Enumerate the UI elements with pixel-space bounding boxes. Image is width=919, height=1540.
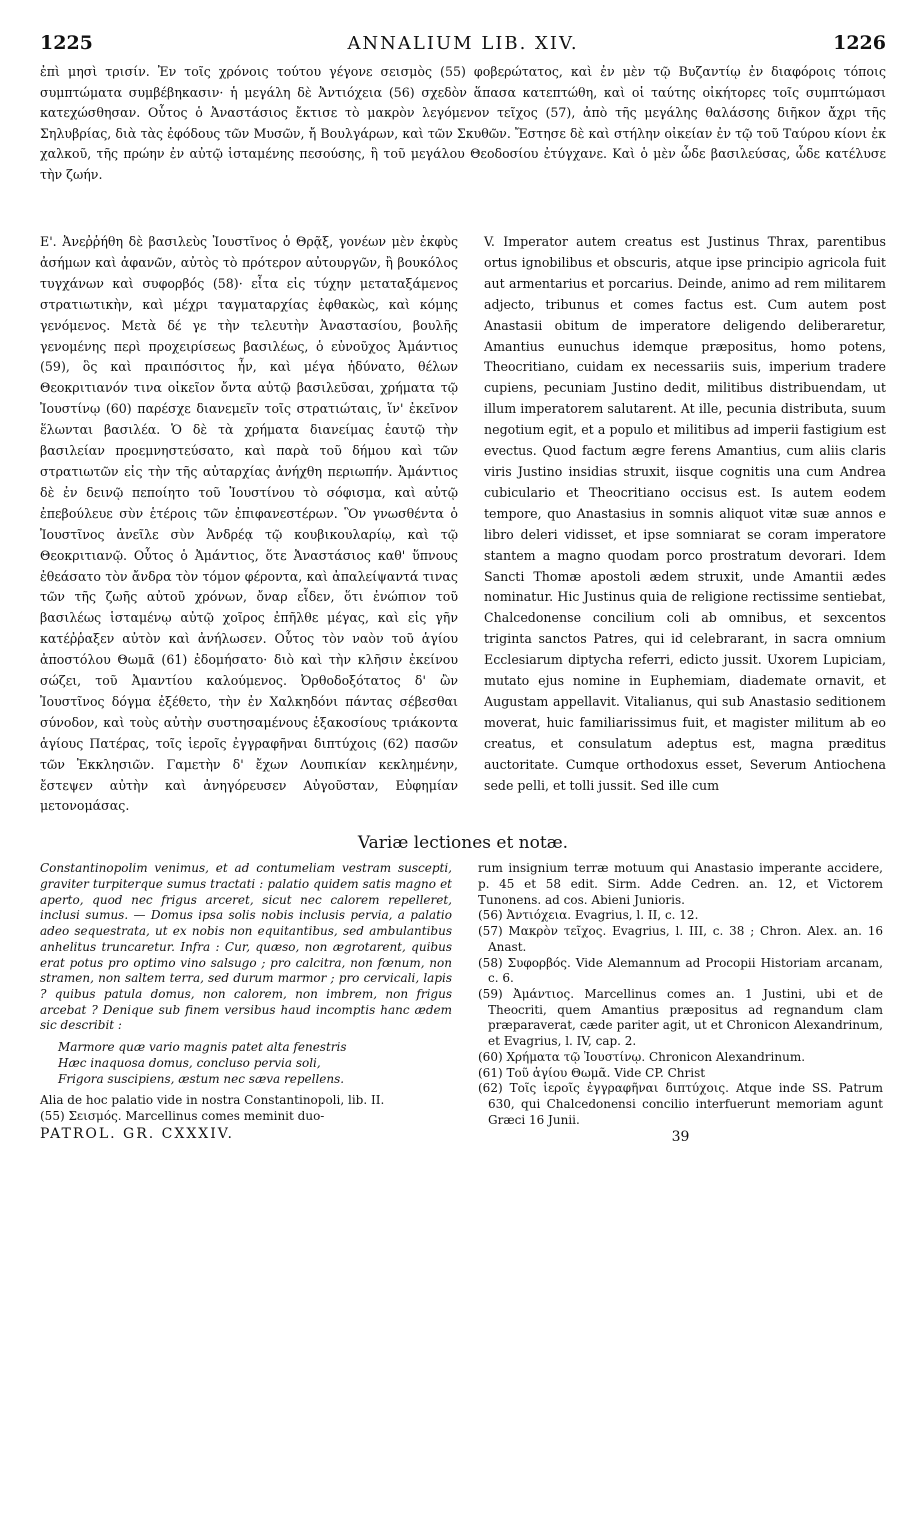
notes-right-column xyxy=(478,861,883,1146)
page-number-right: 1226 xyxy=(833,32,886,54)
note-text: Alia de hoc palatio vide in nostra Constantinopoli, lib. II. xyxy=(40,1093,385,1108)
page-number-left: 1225 xyxy=(40,32,93,54)
signature-mark: PATROL. GR. CXXXIV. xyxy=(40,1125,234,1142)
page-header xyxy=(40,32,886,60)
parallel-columns xyxy=(40,232,886,817)
note-59: (59) Ἀμάντιος. Marcellinus comes an. 1 Justini, ubi et de Theocriti, quem Amantius præpositus ad regnandum clam præparaverat, cæde pariter agit, ut et Chronicon Alexandrinum, et Evagrius, l. IV, cap. 2. xyxy=(478,987,883,1049)
notes-title: Variæ lectiones et notæ. xyxy=(357,833,569,854)
note-57: (57) Μακρὸν τεῖχος. Evagrius, l. III, c. 38 ; Chron. Alex. an. 16 Anast. xyxy=(478,924,883,954)
note-quote: Constantinopolim venimus, et ad contumeliam vestram suscepti, graviter turpiterque sumus tractati : palatio quidem satis magno et aperto, quod nec frigus arceret, sicut nec calorem repelleret, inclusi sumus. — Domus ipsa solis nobis inclusis pervia, a palatio adeo sequestrata, ut ex nobis non equitantibus, sed ambulantibus anhelitus truncaretur. Infra : Cur, quæso, non ægrotarent, quibus erat potus pro optimo vino salsugo ; pro calcitra, non fœnum, non stramen, non saltem terra, sed durum marmor ; pro cervicali, lapis ? quibus patula domus, non calorem, non imbrem, non frigus arcebat ? Denique sub finem versibus haud incomptis hanc ædem sic describit : xyxy=(40,861,452,1033)
note-60: (60) Χρήματα τῷ Ἰουστίνῳ. Chronicon Alexandrinum. xyxy=(478,1049,806,1064)
footer xyxy=(40,1127,452,1143)
verse-line-3: Frigora suscipiens, æstum nec sæva repellens. xyxy=(58,1071,345,1086)
greek-paragraph: Ε'. Ἀνεῤῥήθη δὲ βασιλεὺς Ἰουστῖνος ὁ Θρᾷξ, γονέων μὲν ἐκφὺς ἀσήμων καὶ ἀφανῶν, αὐτὸς τὸ πρότερον αὐτουργῶν, ἢ βουκόλος τυγχάνων καὶ συφορβός (58)· εἶτα εἰς τύχην μεταταξάμενος στρατιωτικὴν, καὶ μέχρι ταγματαρχίας ἐφθακὼς, καὶ κόμης γενόμενος. Μετὰ δέ γε τὴν τελευτὴν Ἀναστασίου, βουλῆς γενομένης περὶ προχειρίσεως βασιλέως, ὁ εὐνοῦχος Ἀμάντιος (59), ὃς καὶ πραιπόσιτος ἦν, καὶ μέγα ἠδύνατο, θέλων Θεοκριτιανόν τινα οἰκεῖον ὄντα αὐτῷ βασιλεῦσαι, χρήματα τῷ Ἰουστίνῳ (60) παρέσχε διανεμεῖν τοῖς στρατιώταις, ἵν' ἐκεῖνον ἕλωνται βασιλέα. Ὁ δὲ τὰ χρήματα διανείμας ἑαυτῷ τὴν βασιλείαν προεμνηστεύσατο, καὶ παρὰ τοῦ δήμου καὶ τῶν στρατιωτῶν εἰς τὴν τῆς αὐταρχίας ἀνήχθη περιωπήν. Ἀμάντιος δὲ ἐν δεινῷ πεποίητο τοῦ Ἰουστίνου τὸ σόφισμα, καὶ αὐτῷ ἐπεβούλευε σὺν ἑτέροις τῶν ἐπιφανεστέρων. Ὃν γνωσθέντα ὁ Ἰουστῖνος ἀνεῖλε σὺν Ἀνδρέᾳ τῷ κουβικουλαρίῳ, καὶ τῷ Θεοκριτιανῷ. Οὗτος ὁ Ἀμάντιος, ὅτε Ἀναστάσιος καθ' ὕπνους ἐθεάσατο τὸν ἄνδρα τὸν τόμον φέροντα, καὶ ἀπαλείψαντά τινας τῶν τῆς ζωῆς αὐτοῦ χρόνων, ὄναρ εἶδεν, ὅτι ἐνώπιον τοῦ βασιλέως ἱσταμένῳ αὐτῷ χοῖρος ἐπῆλθε μέγας, καὶ εἰς γῆν κατέῤῥαξεν αὐτὸν καὶ ἀνήλωσεν. Οὗτος τὸν ναὸν τοῦ ἁγίου ἀποστόλου Θωμᾶ (61) ἐδομήσατο· διὸ καὶ τὴν κλῆσιν ἐκείνου σώζει, τοῦ Ἀμαντίου καλούμενος. Ὀρθοδοξότατος δ' ὢν Ἰουστῖνος δόγμα ἐξέθετο, τὴν ἐν Χαλκηδόνι πάντας σέβεσθαι σύνοδον, καὶ τοὺς αὐτὴν συστησαμένους ἑξακοσίους τριάκοντα ἁγίους Πατέρας, τοῖς ἱεροῖς ἐγγραφῆναι διπτύχοις (62) πασῶν τῶν Ἐκκλησιῶν. Γαμετὴν δ' ἔχων Λουπικίαν κεκλημένην, ἔστεψεν αὐτὴν καὶ ἀνηγόρευσεν Αὐγοῦσταν, Εὐφημίαν μετονομάσας. xyxy=(40,234,458,814)
top-greek-paragraph: ἐπὶ μησὶ τρισίν. Ἐν τοῖς χρόνοις τούτου γέγονε σεισμὸς (55) φοβερώτατος, καὶ ἐν μὲν τῷ Βυζαντίῳ ἐν διαφόροις τόποις συμπτώματα συμβέβηκασιν· ἡ μεγάλη δὲ Ἀντιόχεια (56) σχεδὸν ἅπασα κατεπτώθη, καὶ οἱ ταύτης οἰκήτορες τοῖς συμπτώμασι κατεχώσθησαν. Οὗτος ὁ Ἀναστάσιος ἔκτισε τὸ μακρὸν λεγόμενον τεῖχος (57), ἀπὸ τῆς μεγάλης θαλάσσης διῆκον ἄχρι τῆς Σηλυβρίας, διὰ τὰς ἐφόδους τῶν Μυσῶν, ἤ Βουλγάρων, καὶ τῶν Σκυθῶν. Ἔστησε δὲ καὶ στήλην οἰκείαν ἐν τῷ τοῦ Ταύρου κίονι ἐκ χαλκοῦ, τῆς πρώην ἐν αὐτῷ ἱσταμένης πεσούσης, ἣ τοῦ μεγάλου Θεοδοσίου ἐτύγχανε. Καὶ ὁ μὲν ὧδε βασιλεύσας, ὧδε κατέλυσε τὴν ζωήν. xyxy=(40,64,886,182)
footer-right xyxy=(478,1130,883,1146)
note-continuation: rum insignium terræ motuum qui Anastasio imperante accidere, p. 45 et 58 edit. Sirm. Adde Cedren. an. 12, et Victorem Tunonens. ad cos. Abieni Junioris. xyxy=(478,861,883,907)
sheet-number: 39 xyxy=(671,1129,690,1146)
verse-line-2: Hæc inaquosa domus, concluso pervia soli, xyxy=(58,1055,321,1070)
notes-left-column xyxy=(40,861,452,1146)
note-56: (56) Ἀντιόχεια. Evagrius, l. II, c. 12. xyxy=(478,908,699,923)
note-58: (58) Συφορβός. Vide Alemannum ad Procopii Historiam arcanam, c. 6. xyxy=(478,955,883,986)
latin-column xyxy=(484,232,886,817)
latin-paragraph: V. Imperator autem creatus est Justinus Thrax, parentibus ortus ignobilibus et obscuris, atque ipse principio agricola fuit aut armentarius et porcarius. Deinde, animo ad rem militarem adjecto, tribunus et comes factus est. Cum autem post Anastasii obitum de imperatore deligendo deliberaretur, Amantius eunuchus idemque præpositus, homo potens, Theocritiano, cuidam ex necessariis suis, imperium tradere cupiens, pecuniam Justino dedit, militibus distribuendam, ut illum imperatorem salutarent. At ille, pecunia distributa, suum negotium egit, et a populo et militibus ad imperii fastigium est evectus. Quod factum ægre ferens Amantius, cum aliis claris viris Justino insidias struxit, iisque cognitis una cum Andrea cubiculario et Theocritiano occisus est. Is autem eodem tempore, quo Anastasius in somnis aliquot vitæ suæ annos e libro deleri vidisset, et ipse somniarat se coram imperatore stantem a magno quodam porco prostratum devorari. Idem Sancti Thomæ apostoli ædem struxit, unde Amantii ædes nominatur. Hic Justinus quia de religione rectissime sentiebat, Chalcedonense concilium coli ab omnibus, et sexcentos triginta sanctos Patres, qui id celebrarant, in sacra omnium Ecclesiarum diptycha referri, edicto jussit. Uxorem Lupiciam, mutato ejus nomine in Euphemiam, diademate ornavit, et Augustam appellavit. Vitalianus, qui sub Anastasio seditionem moverat, huic familiarissimus fuit, et magister militum ab eo creatus, et consulatum adeptus est, magna præditus auctoritate. Cumque orthodoxus esset, Severum Antiochena sede pelli, et tolli jussit. Sed ille cum xyxy=(484,234,886,793)
note-55: (55) Σεισμός. Marcellinus comes meminit duo- xyxy=(40,1108,325,1123)
verse-line xyxy=(40,1040,452,1087)
running-title: ANNALIUM LIB. XIV. xyxy=(347,33,579,54)
verse-line-1: Marmore quæ vario magnis patet alta fenestris xyxy=(58,1040,347,1055)
notes-section xyxy=(40,861,886,1146)
page xyxy=(40,32,886,1146)
note-61: (61) Τοῦ ἁγίου Θωμᾶ. Vide CP. Christ xyxy=(478,1065,706,1080)
greek-column xyxy=(40,232,458,817)
note-62: (62) Τοῖς ἱεροῖς ἐγγραφῆναι διπτύχοις. Atque inde SS. Patrum 630, qui Chalcedonensi concilio interfuerunt memoriam agunt Græci 16 Junii. xyxy=(478,1081,883,1127)
